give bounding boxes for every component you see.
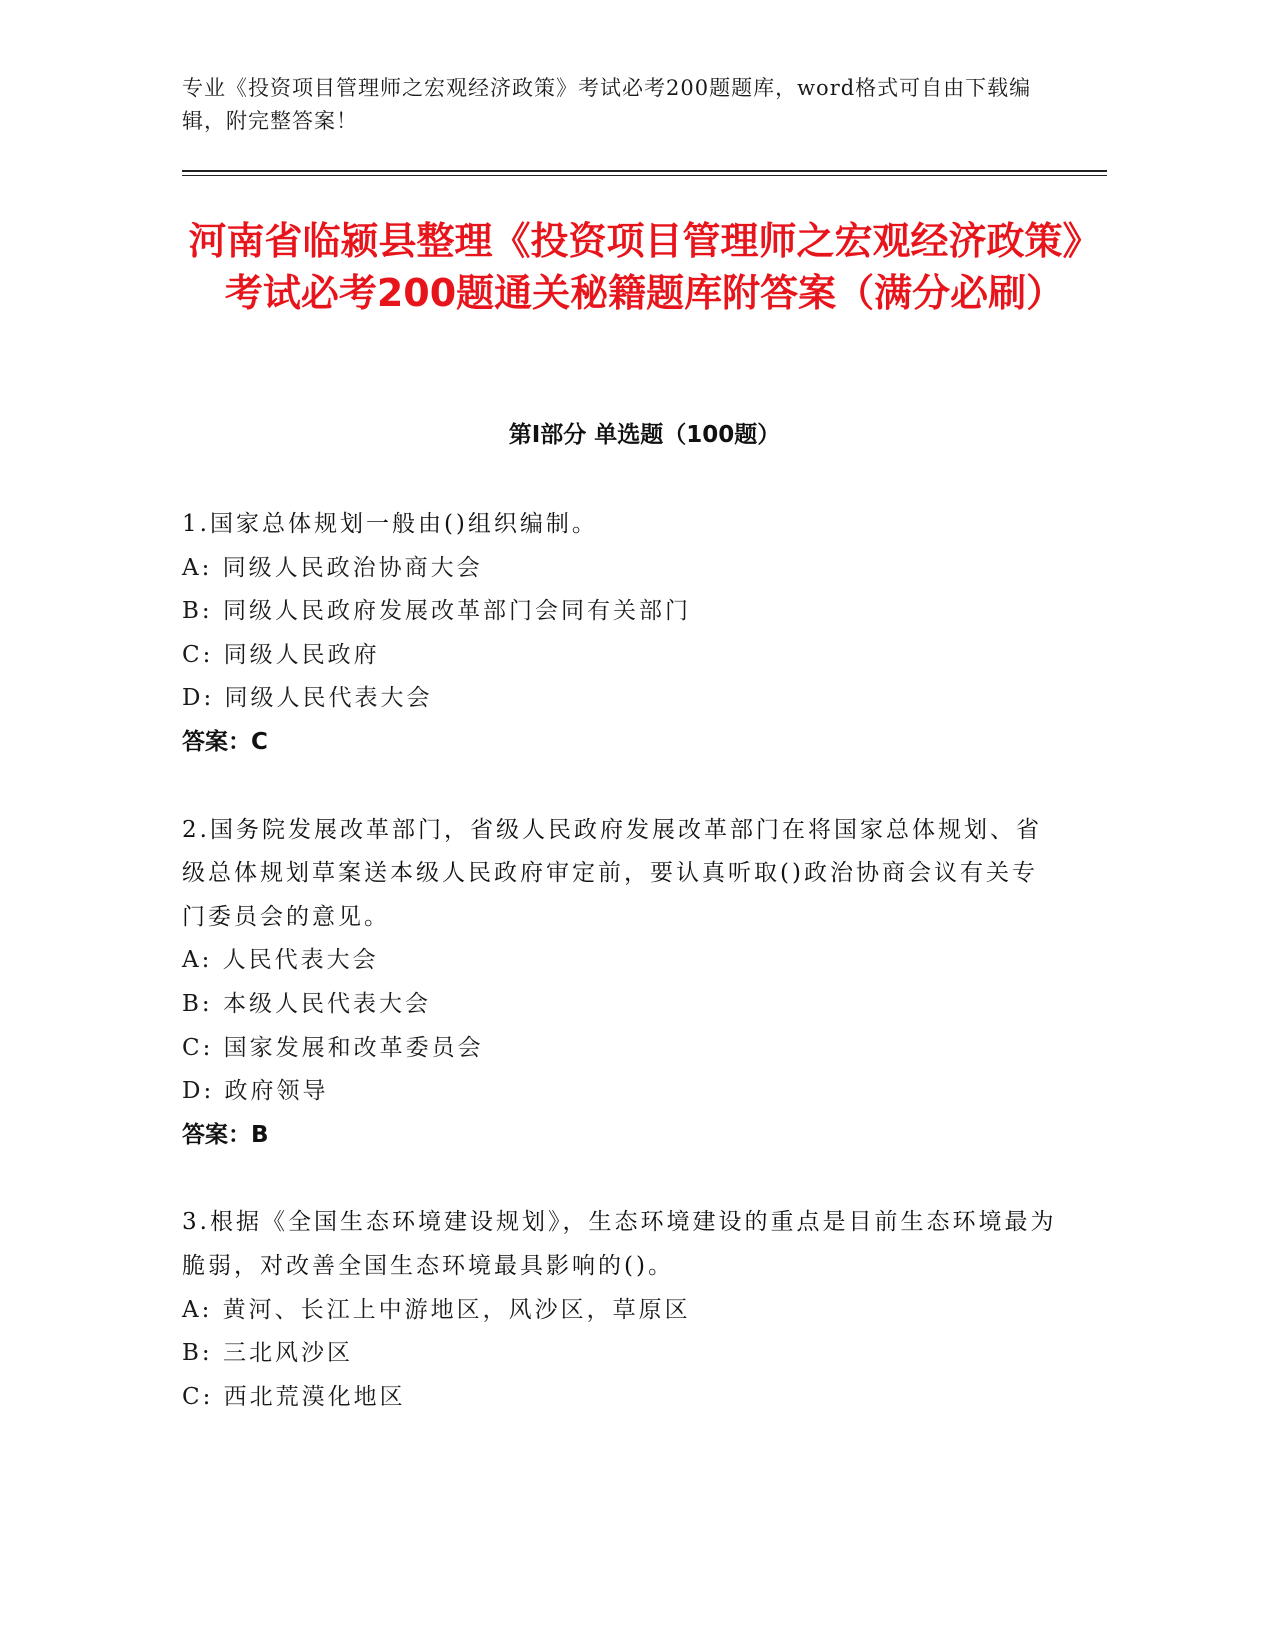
question-stem: 3.根据《全国生态环境建设规划》，生态环境建设的重点是目前生态环境最为脆弱，对改善全国生态环境最具影响的()。	[182, 1209, 1057, 1279]
option-d: D: 政府领导	[182, 1078, 329, 1105]
option-c: C: 西北荒漠化地区	[182, 1383, 406, 1410]
question-stem: 2.国务院发展改革部门，省级人民政府发展改革部门在将国家总体规划、省级总体规划草案送本级人民政府审定前，要认真听取()政治协商会议有关专门委员会的意见。	[182, 816, 1042, 930]
option-a: A: 人民代表大会	[182, 947, 379, 974]
header-rule-thin	[182, 175, 1107, 176]
document-title: 河南省临颍县整理《投资项目管理师之宏观经济政策》考试必考200题通关秘籍题库附答案（满分必刷）	[188, 219, 1101, 315]
option-c: C: 同级人民政府	[182, 641, 380, 668]
option-a: A: 黄河、长江上中游地区，风沙区，草原区	[182, 1296, 691, 1323]
option-b: B: 同级人民政府发展改革部门会同有关部门	[182, 598, 691, 625]
answer-line: 答案：C	[182, 728, 268, 755]
question-stem: 1.国家总体规划一般由()组织编制。	[182, 511, 598, 537]
option-c: C: 国家发展和改革委员会	[182, 1034, 484, 1061]
option-d: D: 同级人民代表大会	[182, 685, 433, 712]
option-b: B: 本级人民代表大会	[182, 990, 431, 1017]
question-3	[182, 1201, 1062, 1419]
answer-line: 答案：B	[182, 1121, 269, 1148]
header-note: 专业《投资项目管理师之宏观经济政策》考试必考200题题库，word格式可自由下载编辑，附完整答案！	[182, 76, 1032, 133]
question-1	[182, 503, 1062, 765]
question-list	[182, 503, 1062, 1463]
section-heading: 第I部分 单选题（100题）	[508, 422, 781, 448]
option-a: A: 同级人民政治协商大会	[182, 554, 483, 581]
header-rule-thick	[182, 170, 1107, 172]
question-2	[182, 809, 1062, 1158]
option-b: B: 三北风沙区	[182, 1340, 353, 1367]
